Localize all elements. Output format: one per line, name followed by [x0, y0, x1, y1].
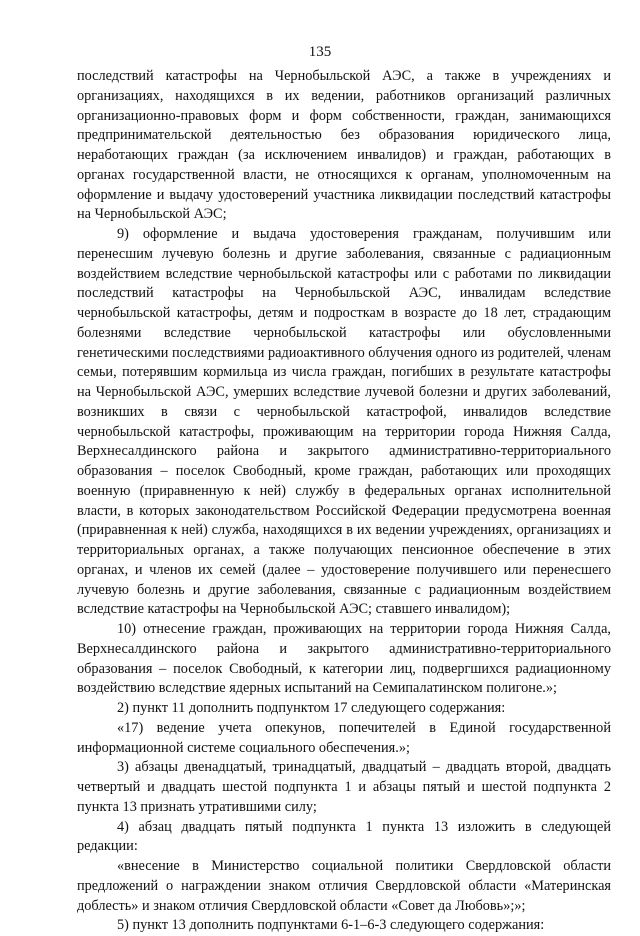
- paragraph-amendment-3: 3) абзацы двенадцатый, тринадцатый, двадцатый – двадцать второй, двадцать четвертый и двадцать шестой подпункта 1 и абзацы пятый и шестой подпункта 2 пункта 13 признать утратившими силу;: [77, 759, 611, 815]
- paragraph-amendment-4: 4) абзац двадцать пятый подпункта 1 пункта 13 изложить в следующей редакции:: [77, 818, 611, 855]
- paragraph-continuation: последствий катастрофы на Чернобыльской АЭС, а также в учреждениях и организациях, находящихся в их ведении, работников организаций различных организационно-правовых форм и форм собственности, граждан, занимающихся предпринимательской деятельностью без образования юридического лица, неработающих граждан (за исключением инвалидов) и граждан, работающих в органах государственной власти, не относящихся к органам, уполномоченным на оформление и выдачу удостоверений участника ликвидации последствий катастрофы на Чернобыльской АЭС;: [77, 68, 611, 223]
- paragraph-item-9: 9) оформление и выдача удостоверения гражданам, получившим или перенесшим лучевую болезнь и другие заболевания, связанные с радиационным воздействием вследствие чернобыльской катастрофы или с работами по ликвидации последствий катастрофы на Чернобыльской АЭС, инвалидам вследствие чернобыльской катастрофы, детям и подросткам в возрасте до 18 лет, страдающим болезнями вследствие чернобыльской катастрофы или обусловленными генетическими последствиями радиоактивного облучения одного из родителей, членам семьи, потерявшим кормильца из числа граждан, погибших в результате катастрофы на Чернобыльской АЭС, умерших вследствие лучевой болезни и других заболеваний, возникших в связи с чернобыльской катастрофой, инвалидов вследствие чернобыльской катастрофы, проживающим на территории города Нижняя Салда, Верхнесалдинского района и закрытого административно-территориального образования – поселок Свободный, кроме граждан, работающих или проходящих военную (приравненную к ней) службу в федеральных органах исполнительной власти, в которых законодательством Российской Федерации предусмотрена военная (приравненная к ней) служба, находящихся в их ведении учреждениях, организациях и территориальных органах, а также получающих пенсионное обеспечение в этих органах, и членов их семей (далее – удостоверение получившего или перенесшего лучевую болезнь и другие заболевания, связанные с радиационным воздействием вследствие катастрофы на Чернобыльской АЭС; ставшего инвалидом);: [77, 226, 611, 618]
- paragraph-subitem-17: «17) ведение учета опекунов, попечителей в Единой государственной информационной системе социального обеспечения.»;: [77, 719, 611, 756]
- paragraph-amendment-2: 2) пункт 11 дополнить подпунктом 17 следующего содержания:: [117, 700, 506, 716]
- paragraph-item-10: 10) отнесение граждан, проживающих на территории города Нижняя Салда, Верхнесалдинского района и закрытого административно-территориального образования – поселок Свободный, к категории лиц, подвергшихся радиационному воздействию вследствие ядерных испытаний на Семипалатинском полигоне.»;: [77, 621, 611, 697]
- document-body: [77, 67, 611, 936]
- paragraph-quoted-wording: «внесение в Министерство социальной политики Свердловской области предложений о награждении знаком отличия Свердловской области «Материнская доблесть» и знаком отличия Свердловской области «Совет да Любовь»;»;: [77, 858, 611, 914]
- page-number: 135: [308, 44, 332, 60]
- paragraph-amendment-5: 5) пункт 13 дополнить подпунктами 6-1–6-3 следующего содержания:: [117, 917, 545, 934]
